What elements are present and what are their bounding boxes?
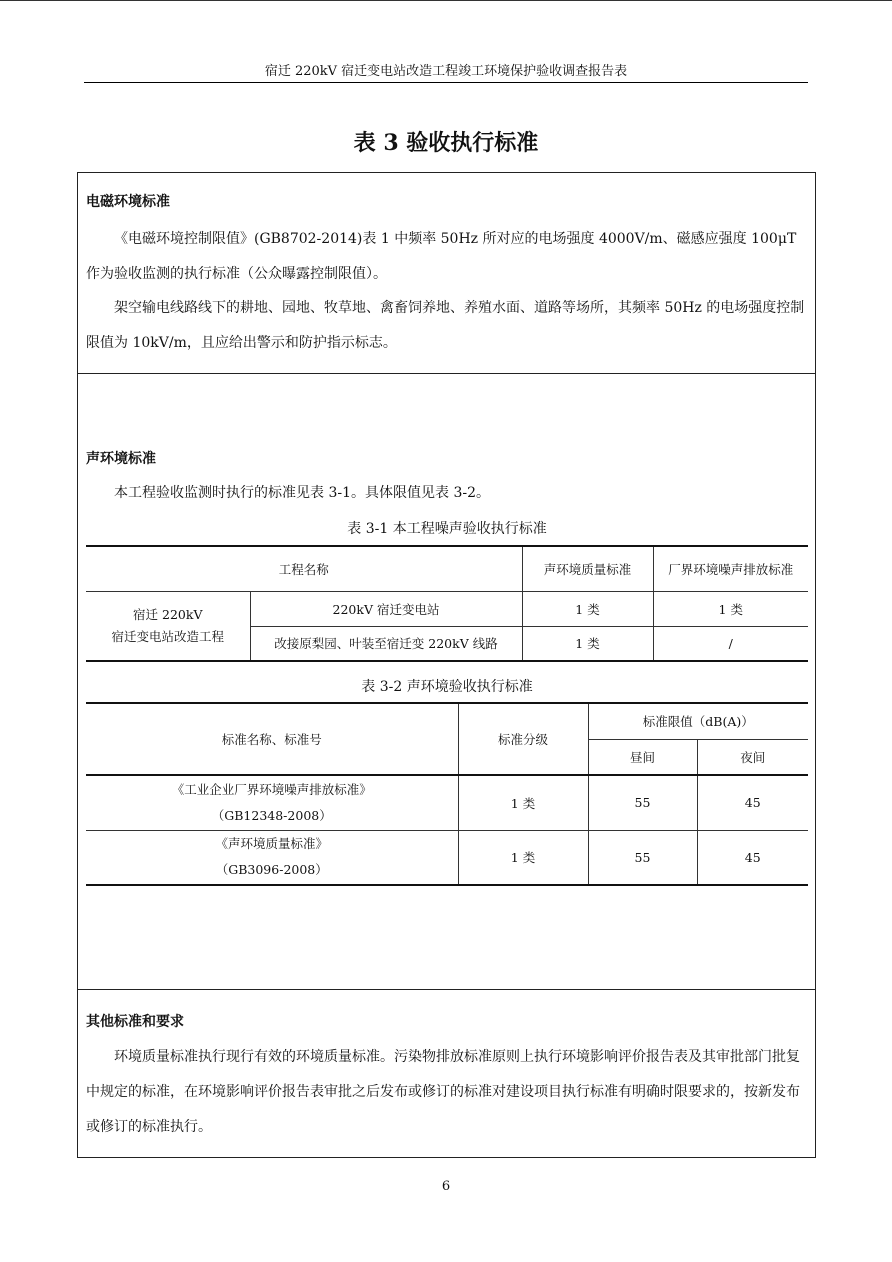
project-name-cell [86, 591, 250, 661]
table-row [86, 703, 808, 739]
table-header-cell: 标准限值（dB(A)） [588, 703, 808, 739]
table-header-cell: 声环境质量标准 [522, 546, 653, 591]
section-divider-1 [77, 373, 816, 374]
table-header-cell: 工程名称 [86, 546, 522, 591]
em-section-heading: 电磁环境标准 [86, 194, 170, 210]
page-number: 6 [441, 1179, 451, 1194]
table-3-2-caption: 表 3-2 声环境验收执行标准 [361, 679, 533, 695]
header-rule [84, 82, 808, 83]
section-divider-2 [77, 989, 816, 990]
standard-name-line: 《声环境质量标准》 [215, 836, 328, 852]
noise-paragraph-1: 本工程验收监测时执行的标准见表 3-1。具体限值见表 3-2。 [114, 485, 490, 501]
table-cell: 220kV 宿迁变电站 [250, 591, 522, 626]
project-name-line: 宿迁 220kV [133, 606, 203, 622]
table-header-cell: 夜间 [697, 739, 808, 775]
table-cell: 1 类 [522, 591, 653, 626]
top-edge-line [0, 0, 892, 1]
other-paragraph-1: 环境质量标准执行现行有效的环境质量标准。污染物排放标准原则上执行环境影响评价报告表及其审批部门批复中规定的标准，在环境影响评价报告表审批之后发布或修订的标准对建设项目执行标准有明确时限要求的，按新发布或修订的标准执行。 [86, 1049, 800, 1135]
table-cell: 55 [588, 830, 697, 885]
table-cell: 1 类 [458, 775, 588, 830]
other-section-heading: 其他标准和要求 [86, 1014, 184, 1030]
table-cell: 1 类 [522, 626, 653, 661]
table-header-cell: 标准名称、标准号 [86, 703, 458, 775]
project-name-line: 宿迁变电站改造工程 [111, 628, 224, 644]
table-3-1 [86, 545, 808, 662]
table-row [86, 775, 808, 830]
standard-name-cell [86, 775, 458, 830]
table-row [86, 591, 808, 626]
table-row [86, 830, 808, 885]
standard-number-line: （GB3096-2008） [215, 862, 328, 878]
table-cell: 1 类 [653, 591, 808, 626]
table-3-1-caption: 表 3-1 本工程噪声验收执行标准 [347, 521, 547, 537]
noise-section-heading: 声环境标准 [86, 451, 156, 467]
running-header: 宿迁 220kV 宿迁变电站改造工程竣工环境保护验收调查报告表 [264, 64, 628, 79]
table-header-cell: 标准分级 [458, 703, 588, 775]
em-paragraph-2: 架空输电线路线下的耕地、园地、牧草地、禽畜饲养地、养殖水面、道路等场所，其频率 50Hz 的电场强度控制限值为 10kV/m，且应给出警示和防护指示标志。 [86, 300, 805, 351]
standard-number-line: （GB12348-2008） [211, 807, 332, 823]
em-paragraph-1: 《电磁环境控制限值》(GB8702-2014)表 1 中频率 50Hz 所对应的电场强度 4000V/m、磁感应强度 100μT 作为验收监测的执行标准（公众曝露控制限值）。 [86, 231, 797, 282]
table-row [86, 546, 808, 591]
table-cell: 45 [697, 830, 808, 885]
table-cell: 45 [697, 775, 808, 830]
table-cell: / [653, 626, 808, 661]
table-cell: 1 类 [458, 830, 588, 885]
standard-name-line: 《工业企业厂界环境噪声排放标准》 [171, 781, 372, 797]
table-cell: 55 [588, 775, 697, 830]
table-3-2 [86, 702, 808, 886]
table-cell: 改接原梨园、叶装至宿迁变 220kV 线路 [250, 626, 522, 661]
standard-name-cell [86, 830, 458, 885]
table-header-cell: 厂界环境噪声排放标准 [653, 546, 808, 591]
page-title: 表 3 验收执行标准 [353, 130, 539, 156]
table-header-cell: 昼间 [588, 739, 697, 775]
